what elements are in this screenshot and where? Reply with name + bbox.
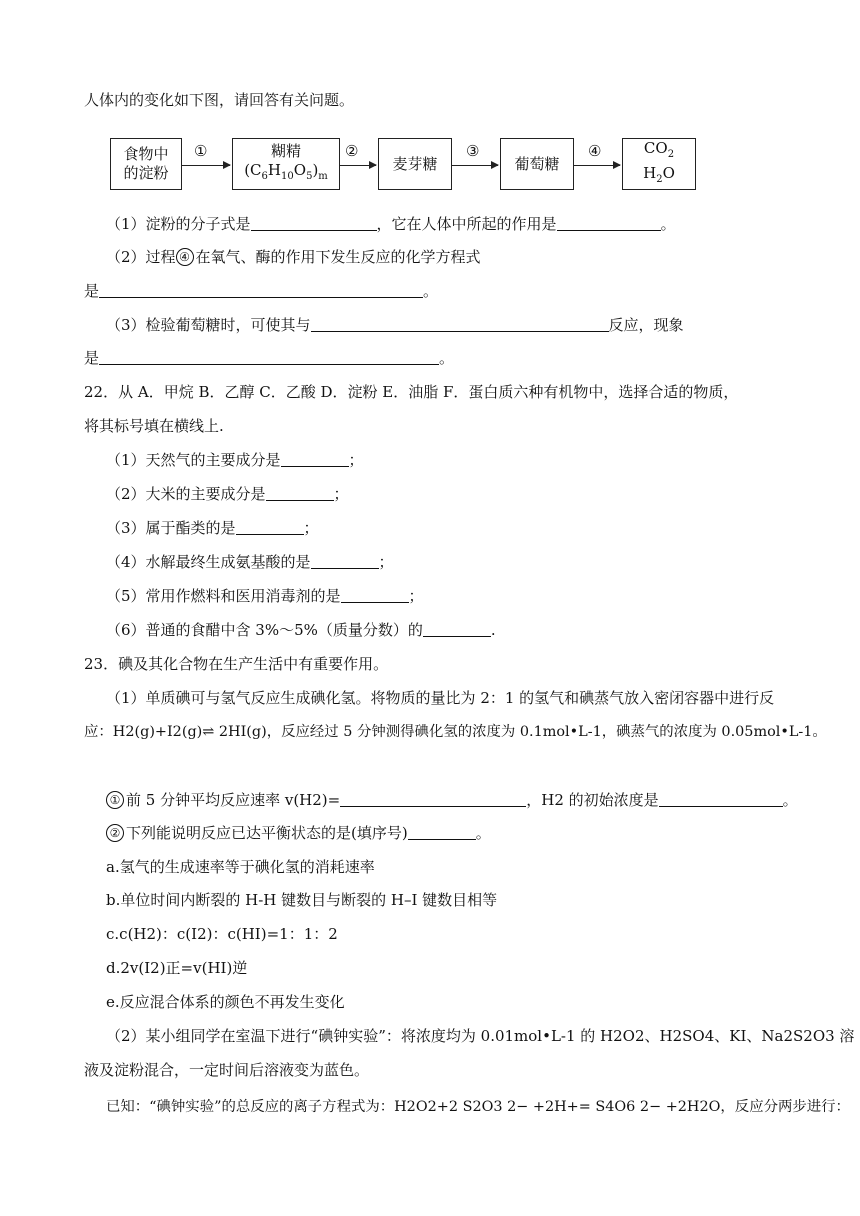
box-starch: 食物中 的淀粉 xyxy=(110,138,182,190)
q23-part1-line2: 应：H2(g)+I2(g)⇌ 2HI(g)，反应经过 5 分钟测得碘化氢的浓度为 0.1mol•L-1，碘蒸气的浓度为 0.05mol•L-1。 xyxy=(84,724,827,740)
step-2-label: ② xyxy=(345,142,359,160)
q21-part3-answer: 是 。 xyxy=(84,349,455,367)
arrow-step-3 xyxy=(452,165,498,166)
q23-part2-line1: （2）某小组同学在室温下进行“碘钟实验”：将浓度均为 0.01mol•L-1 的 H2O2、H2SO4、KI、Na2S2O3 溶 xyxy=(106,1027,855,1045)
arrow-step-1 xyxy=(182,165,230,166)
q23-option-a: a.氢气的生成速率等于碘化氢的消耗速率 xyxy=(106,858,375,876)
q23-part2-line2: 液及淀粉混合，一定时间后溶液变为蓝色。 xyxy=(84,1061,370,1079)
answer-blank[interactable] xyxy=(423,620,491,637)
answer-blank[interactable] xyxy=(251,214,377,231)
q21-part2-answer: 是 。 xyxy=(84,282,439,300)
box-maltose: 麦芽糖 xyxy=(378,138,452,190)
answer-blank[interactable] xyxy=(266,484,334,501)
box-dextrin: 糊精 $(C_6H_{10}O_5)_m$ xyxy=(232,138,340,190)
answer-blank[interactable] xyxy=(557,214,661,231)
step-3-label: ③ xyxy=(466,142,480,160)
q23-option-e: e.反应混合体系的颜色不再发生变化 xyxy=(106,993,345,1011)
step-1-label: ① xyxy=(194,142,208,160)
q22-item-4: （4）水解最终生成氨基酸的是 ； xyxy=(106,553,394,571)
q23-option-c: c.c(H2)：c(I2)：c(HI)=1：1：2 xyxy=(106,925,338,943)
arrow-step-4 xyxy=(574,165,620,166)
q21-part2: （2）过程 ④ 在氧气、酶的作用下发生反应的化学方程式 xyxy=(106,248,481,266)
q22-stem-line1: 22．从 A．甲烷 B．乙醇 C．乙酸 D．淀粉 E．油脂 F．蛋白质六种有机物中，选择合适的物质， xyxy=(84,383,739,401)
q23-part1-line1: （1）单质碘可与氢气反应生成碘化氢。将物质的量比为 2：1 的氢气和碘蒸气放入密闭容器中进行反 xyxy=(106,689,775,707)
q21-part1: （1）淀粉的分子式是 ，它在人体中所起的作用是 。 xyxy=(106,215,676,233)
step-4-label: ④ xyxy=(588,142,602,160)
q23-sub2: ② 下列能说明反应已达平衡状态的是(填序号) 。 xyxy=(106,823,491,843)
q23-option-b: b.单位时间内断裂的 H-H 键数目与断裂的 H–I 键数目相等 xyxy=(106,891,498,909)
q22-stem-line2: 将其标号填在横线上. xyxy=(84,417,224,435)
q22-item-1: （1）天然气的主要成分是 ； xyxy=(106,451,364,469)
q23-stem: 23．碘及其化合物在生产生活中有重要作用。 xyxy=(84,655,389,673)
arrow-step-2 xyxy=(340,165,376,166)
answer-blank[interactable] xyxy=(659,790,783,807)
answer-blank[interactable] xyxy=(408,823,476,840)
answer-blank[interactable] xyxy=(99,281,423,298)
q22-item-6: （6）普通的食醋中含 3%～5%（质量分数）的 . xyxy=(106,621,496,639)
q22-item-3: （3）属于酯类的是 ； xyxy=(106,519,319,537)
q23-option-d: d.2v(I2)正=v(HI)逆 xyxy=(106,959,248,977)
intro-text: 人体内的变化如下图，请回答有关问题。 xyxy=(84,91,355,109)
answer-blank[interactable] xyxy=(340,790,526,807)
answer-blank[interactable] xyxy=(99,348,439,365)
answer-blank[interactable] xyxy=(236,518,304,535)
q23-known-equation: 已知：“碘钟实验”的总反应的离子方程式为：H2O2+2 S2O3 2− +2H+= S4O6 2− +2H2O，反应分两步进行： xyxy=(106,1099,850,1115)
q23-sub1: ① 前 5 分钟平均反应速率 v(H2)= ，H2 的初始浓度是 。 xyxy=(106,790,798,810)
answer-blank[interactable] xyxy=(341,586,409,603)
q21-part3: （3）检验葡萄糖时，可使其与 反应，现象 xyxy=(106,316,684,334)
answer-blank[interactable] xyxy=(281,450,349,467)
answer-blank[interactable] xyxy=(311,315,609,332)
q22-item-5: （5）常用作燃料和医用消毒剂的是 ； xyxy=(106,587,424,605)
q22-item-2: （2）大米的主要成分是 ； xyxy=(106,485,349,503)
box-glucose: 葡萄糖 xyxy=(500,138,574,190)
box-products: $CO_2$ $H_2O$ xyxy=(622,138,696,190)
answer-blank[interactable] xyxy=(311,552,379,569)
